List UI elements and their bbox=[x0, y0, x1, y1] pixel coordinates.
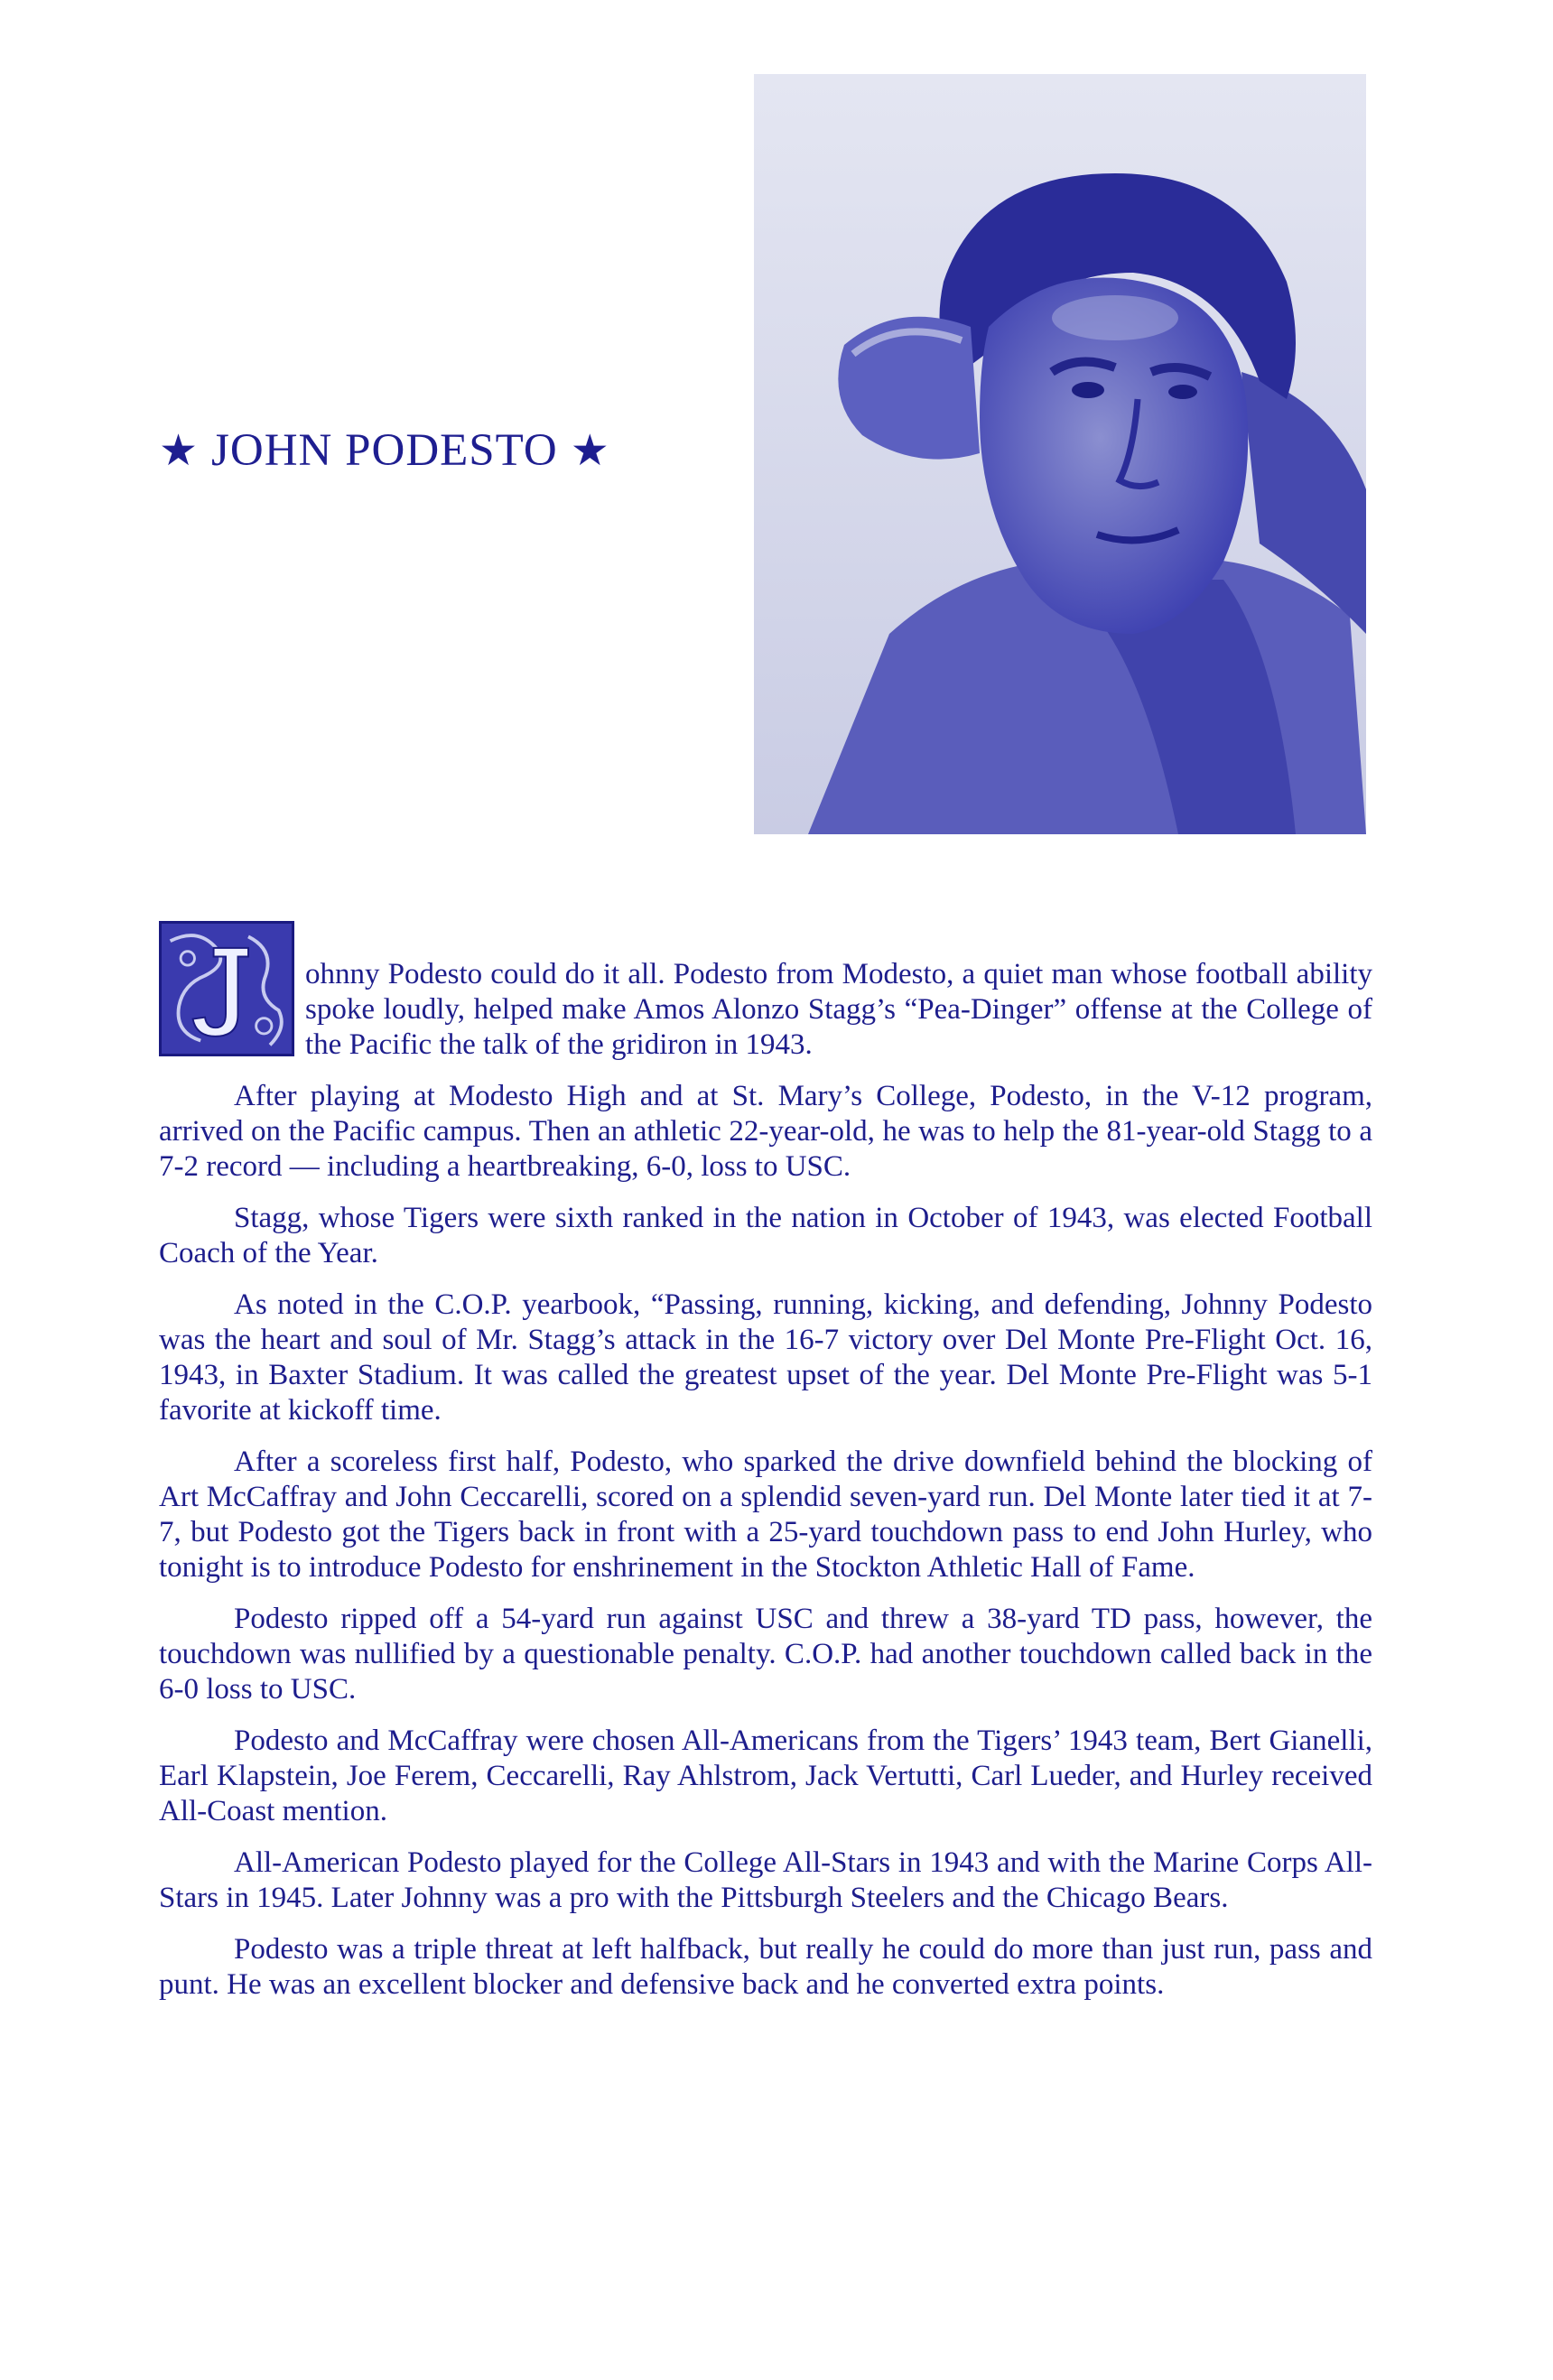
star-icon-right: ★ bbox=[570, 425, 610, 476]
article-paragraph: Podesto and McCaffray were chosen All-Americans from the Tigers’ 1943 team, Bert Gianelli, Earl Klapstein, Joe Ferem, Ceccarelli, Ray Ahlstrom, Jack Vertutti, Carl Lueder, and Hurley received All-Coast mention. bbox=[159, 1725, 1372, 1827]
article-paragraph: ohnny Podesto could do it all. Podesto from Modesto, a quiet man whose football ability spoke loudly, helped make Amos Alonzo Stagg’s “Pea-Dinger” offense at the College of the Pacific the talk of the gridiron in 1943. bbox=[159, 957, 1372, 1063]
portrait-photo bbox=[754, 74, 1366, 834]
article-paragraph: After a scoreless first half, Podesto, who sparked the drive downfield behind the blocking of Art McCaffray and John Ceccarelli, scored on a splendid seven-yard run. Del Monte later tied it at 7-7, but Podesto got the Tigers back in front with a 25-yard touchdown pass to end John Hurley, who tonight is to introduce Podesto for enshrinement in the Stockton Athletic Hall of Fame. bbox=[159, 1446, 1372, 1584]
article-paragraph: Stagg, whose Tigers were sixth ranked in the nation in October of 1943, was elected Football Coach of the Year. bbox=[159, 1202, 1372, 1269]
ornamental-letter-j-icon bbox=[162, 924, 292, 1054]
drop-cap-ornament bbox=[159, 921, 294, 1056]
article-paragraph: As noted in the C.O.P. yearbook, “Passing, running, kicking, and defending, Johnny Podesto was the heart and soul of Mr. Stagg’s attack in the 16-7 victory over Del Monte Pre-Flight Oct. 16, 1943, in Baxter Stadium. It was called the greatest upset of the year. Del Monte Pre-Flight was 5-1 favorite at kickoff time. bbox=[159, 1288, 1372, 1427]
star-icon-left: ★ bbox=[159, 425, 200, 476]
article-paragraph: Podesto was a triple threat at left halfback, but really he could do more than just run, pass and punt. He was an excellent blocker and defensive back and he converted extra points. bbox=[159, 1933, 1372, 2001]
article-paragraph: Podesto ripped off a 54-yard run against USC and threw a 38-yard TD pass, however, the touchdown was nullified by a questionable penalty. C.O.P. had another touchdown called back in the 6-0 loss to USC. bbox=[159, 1603, 1372, 1706]
article-heading bbox=[159, 424, 610, 477]
article-body bbox=[159, 957, 1372, 2019]
portrait-illustration bbox=[754, 74, 1366, 834]
article-paragraph: All-American Podesto played for the College All-Stars in 1943 and with the Marine Corps All-Stars in 1945. Later Johnny was a pro with the Pittsburgh Steelers and the Chicago Bears. bbox=[159, 1846, 1372, 1914]
article-paragraph: After playing at Modesto High and at St. Mary’s College, Podesto, in the V-12 program, arrived on the Pacific campus. Then an athletic 22-year-old, he was to help the 81-year-old Stagg to a 7-2 record — including a heartbreaking, 6-0, loss to USC. bbox=[159, 1080, 1372, 1183]
page-title: JOHN PODESTO bbox=[211, 425, 558, 476]
